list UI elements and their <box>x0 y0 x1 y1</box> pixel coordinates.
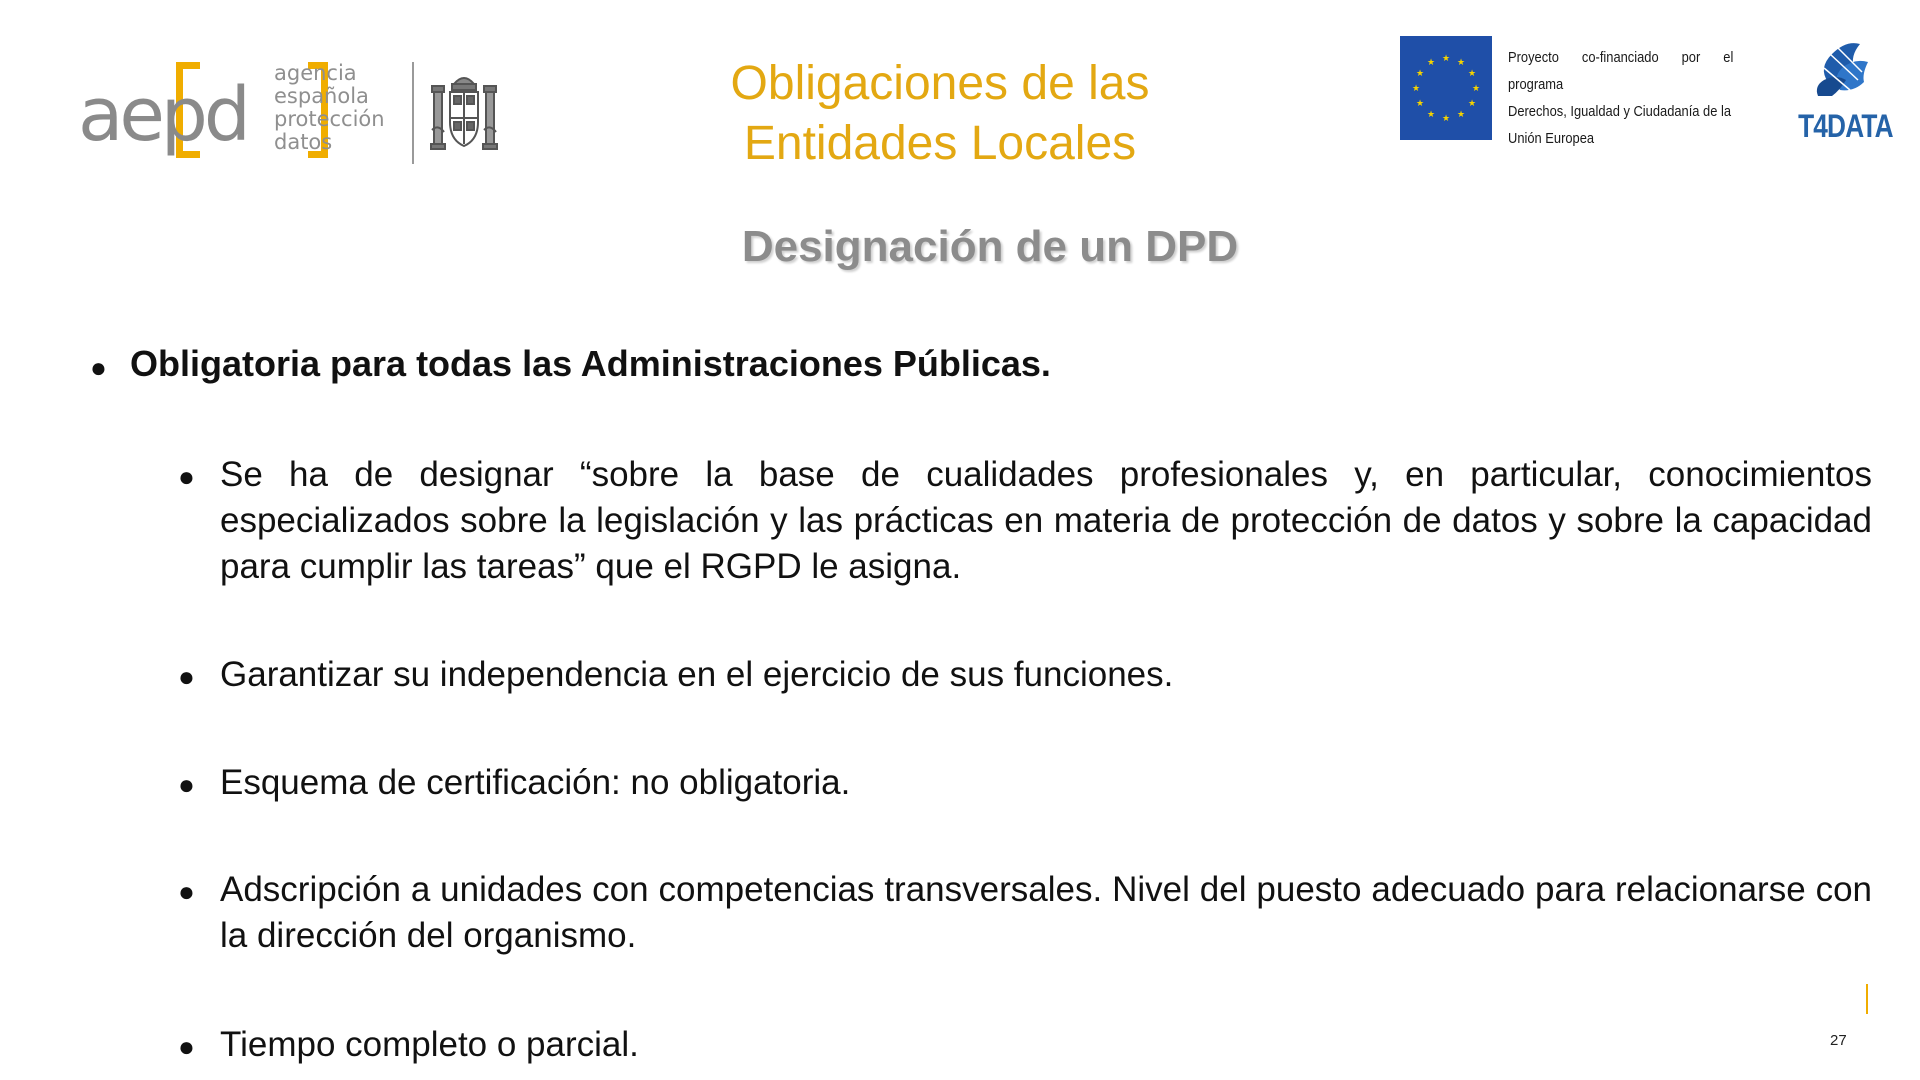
aepd-tagline-line: protección <box>274 107 385 131</box>
eu-star-icon: ★ <box>1456 109 1466 119</box>
bullet-icon: ● <box>178 876 195 907</box>
eu-funding-line: Unión Europea <box>1508 130 1595 147</box>
bullet-icon: ● <box>90 352 107 383</box>
list-item <box>178 452 1872 590</box>
eu-star-icon: ★ <box>1471 83 1481 93</box>
bullet-icon: ● <box>178 769 195 800</box>
eu-funding-text <box>1508 44 1733 152</box>
bullet-icon: ● <box>178 661 195 692</box>
eu-star-icon: ★ <box>1411 83 1421 93</box>
list-item-text: Esquema de certificación: no obligatoria. <box>220 763 851 802</box>
page-number: 27 <box>1830 1032 1847 1049</box>
t4data-logo-icon <box>1788 34 1900 114</box>
list-item-text: Tiempo completo o parcial. <box>220 1025 639 1064</box>
eu-star-icon: ★ <box>1426 57 1436 67</box>
eu-star-icon: ★ <box>1456 57 1466 67</box>
bullet-icon: ● <box>178 461 195 492</box>
slide-title-line: Entidades Locales <box>743 117 1137 170</box>
eu-star-icon: ★ <box>1467 98 1477 108</box>
aepd-tagline-line: agencia <box>274 61 357 85</box>
aepd-tagline <box>274 62 384 154</box>
list-item <box>178 652 1872 698</box>
eu-funding-line: Derechos, Igualdad y Ciudadanía de la <box>1508 103 1732 120</box>
aepd-tagline-line: española <box>274 84 369 108</box>
eu-funding-line: Proyecto co-financiado por el programa <box>1508 49 1734 93</box>
eu-star-icon: ★ <box>1441 53 1451 63</box>
eu-star-icon: ★ <box>1467 68 1477 78</box>
list-item <box>178 867 1872 959</box>
list-item <box>178 760 1872 806</box>
slide-title <box>660 54 1220 174</box>
t4data-wordmark: T4DATA <box>1798 108 1893 144</box>
list-item <box>178 1022 1872 1068</box>
t4data-logo <box>1788 34 1900 144</box>
eu-star-icon: ★ <box>1415 98 1425 108</box>
list-item-text: Se ha de designar “sobre la base de cualidades profesionales y, en particular, conocimientos especializados sobre la legislación y las prácticas en materia de protección de datos y sobre la capacidad para cumplir las tareas” que el RGPD le asigna. <box>220 455 1872 586</box>
aepd-logo <box>78 56 508 176</box>
aepd-wordmark: aepd <box>78 72 247 158</box>
eu-star-icon: ★ <box>1426 109 1436 119</box>
logo-divider <box>412 62 414 164</box>
list-item-text: Adscripción a unidades con competencias transversales. Nivel del puesto adecuado para relacionarse con la dirección del organismo. <box>220 870 1872 955</box>
aepd-tagline-line: datos <box>274 130 333 154</box>
coat-of-arms-icon <box>428 70 500 156</box>
main-bullet-text: Obligatoria para todas las Administraciones Públicas. <box>130 343 1051 384</box>
eu-star-icon: ★ <box>1415 68 1425 78</box>
slide-subtitle: Designación de un DPD <box>741 222 1239 271</box>
eu-flag-icon <box>1400 36 1492 140</box>
accent-bar <box>1866 984 1868 1014</box>
list-item-text: Garantizar su independencia en el ejercicio de sus funciones. <box>220 655 1174 694</box>
bullet-icon: ● <box>178 1031 195 1062</box>
slide-title-line: Obligaciones de las <box>730 57 1150 110</box>
eu-star-icon: ★ <box>1441 113 1451 123</box>
